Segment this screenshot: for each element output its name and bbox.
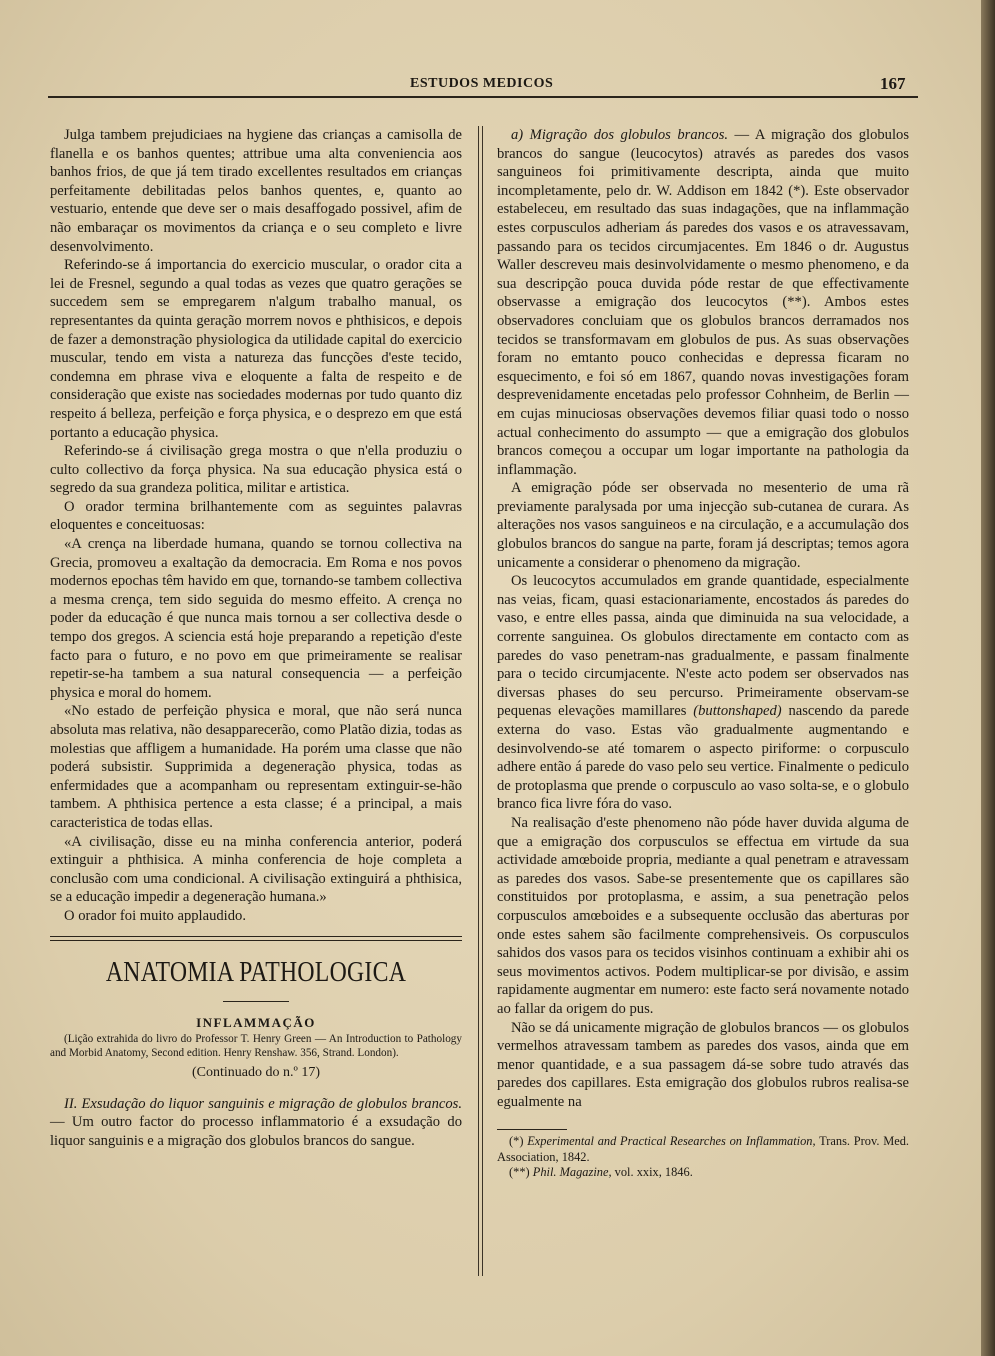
running-head: ESTUDOS MEDICOS bbox=[410, 76, 554, 91]
paragraph bbox=[497, 126, 909, 479]
paragraph-text: — A migração dos globulos brancos do sangue (leucocytos) através as paredes dos vasos sanguineos foi primitivamente descripta, ainda que muito incompletamente, pelo dr. W. Addison em 1842 (*). Este observador estabeleceu, em resultado das suas indagações, que na inflammação estes corpusculos adheriam ás paredes dos vasos e os atravessavam, passando para os tecidos circumjacentes. Em 1846 o dr. Augustus Waller descreveu mais desinvolvidamente o mesmo phenomeno, e da sua descripção pouca duvida póde restar de que effectivamente observasse a emigração dos leucocytos (**). Ambos estes observadores concluiam que os globulos brancos derramados nos tecidos se transformavam em globulos de pus. As suas observações foram no emtanto pouco conhecidas e depressa ficaram no esquecimento, e foi só em 1867, quando novas investigações foram desprevenidamente encetadas pelo professor Cohnheim, de Berlin — em cujas minuciosas observações devemos filiar quasi todo o nosso actual conhecimento do assumpto — que a emigração dos globulos brancos começou a occupar um logar importante na pathologia da inflammação. bbox=[497, 127, 909, 478]
right-column bbox=[497, 126, 909, 1181]
quotation-paragraph: «No estado de perfeição physica e moral, que não será nunca absoluta mas relativa, não desapparecerão, como Platão dizia, todas as molestias que affligem a humanidade. Ha porém uma classe que não poderá subsistir. Supprimida a degeneração physica, todas as enfermidades que a acompanham ou representam extinguir-se-hão tambem. A phthisica pertence a esta classe; é a principal, a mais caracteristica de todas ellas. bbox=[50, 703, 462, 831]
page-edge-shadow bbox=[981, 0, 995, 1356]
footnote-mark: (*) bbox=[509, 1134, 528, 1149]
paragraph: Na realisação d'este phenomeno não póde haver duvida alguma de que a emigração dos corpusculos se effectua em virtude da sua actividade amœboide propria, mediante a qual penetram e atravessam as paredes dos vasos. Sabe-se presentemente que os capillares são constituidos por protoplasma, e assim, a sua penetração pelos corpusculos amœboides e a subsequente occlusão das aberturas por onde estes sahem são facilmente comprehensiveis. Os corpusculos sahidos dos vasos para os tecidos visinhos continuam a exhibir ahi os seus movimentos activos. Podem multiplicar-se por divisão, e assim rapidamente augmentar em numero: este facto será novamente notado ao fallar da origem do pus. bbox=[497, 814, 909, 1017]
subsection-paragraph bbox=[50, 1095, 462, 1151]
section-title: ANATOMIA PATHOLOGICA bbox=[105, 955, 407, 988]
quotation-paragraph: «A crença na liberdade humana, quando se tornou collectiva na Grecia, promoveu a exaltação da democracia. Em Roma e nos povos modernos epochas têm havido em que, tornando-se tambem collectiva a mesma crença, tem sido seguida do mesmo effeito. A crença no poder da educação é que nunca mais tornou a ser collectiva desde o tempo dos gregos. A sciencia está hoje preparando a repetição d'este facto para o futuro, e no povo em que primeiramente se realisar repetir-se-ha tambem a sua natural consequencia — a perfeição physica e moral do homem. bbox=[50, 536, 462, 701]
title-rule bbox=[223, 1001, 289, 1002]
paragraph-text: nascendo da parede externa do vaso. Estas vão gradualmente augmentando e desinvolvendo-se até tomarem o aspecto piriforme: o corpusculo adhere então á parede do vaso pelo seu vertice. Finalmente o pediculo de protoplasma que prende o corpusculo ao vaso solta-se, e o globulo branco fica livre fóra do vaso. bbox=[497, 703, 909, 813]
continued-note: (Continuado do n.º 17) bbox=[192, 1065, 320, 1081]
subsection-heading: II. Exsudação do liquor sanguinis e migração de globulos brancos. bbox=[64, 1095, 462, 1112]
footnote-text: vol. xxix, 1846. bbox=[611, 1165, 693, 1180]
paragraph: Não se dá unicamente migração de globulos brancos — os globulos vermelhos atravessam tambem as paredes dos vasos, ainda que em menor quantidade, e a sua passagem dá-se sobre tudo através das paredes dos capillares. Esta emigração dos globulos rubros realisa-se egualmente na bbox=[497, 1019, 909, 1110]
paragraph: O orador termina brilhantemente com as seguintes palavras eloquentes e conceituosas: bbox=[50, 498, 462, 534]
footnote bbox=[497, 1134, 909, 1165]
page-number: 167 bbox=[880, 74, 906, 93]
paragraph-text: Os leucocytos accumulados em grande quantidade, especialmente nas veias, ficam, quasi estacionariamente, encostados ás paredes do vaso, e entre elles passa, ainda que diminuida na sua velocidade, a corrente sanguinea. Os globulos directamente em contacto com as paredes do vaso penetram-nas gradualmente, e passam finalmente para o tecido circumjacente. N'este acto podem ser observados nas diversas phases do seu percurso. Primeiramente observam-se pequenas elevações mamillares bbox=[497, 573, 909, 720]
paragraph: Referindo-se á civilisação grega mostra o que n'ella produziu o culto collectivo da força physica. Na sua educação physica está o segredo da sua grandeza politica, militar e artistica. bbox=[50, 443, 462, 497]
column-divider bbox=[478, 126, 483, 1276]
left-column bbox=[50, 126, 462, 1151]
paragraph: O orador foi muito applaudido. bbox=[64, 907, 246, 924]
header-rule bbox=[48, 96, 918, 98]
footnotes bbox=[497, 1134, 909, 1181]
section-divider bbox=[50, 936, 462, 941]
source-note: (Lição extrahida do livro do Professor T. Henry Green — An Introduction to Pathology and Morbid Anatomy, Second edition. Henry Renshaw. 356, Strand. London). bbox=[50, 1033, 462, 1060]
paragraph: A emigração póde ser observada no mesenterio de uma rã previamente paralysada por uma injecção sub-cutanea de curara. As alterações nos vasos sanguineos e na circulação, e a accumulação dos globulos brancos do sangue na parte, foram já descriptas; temos agora unicamente a considerar o phenomeno da migração. bbox=[497, 480, 909, 571]
subsection-text: — Um outro factor do processo inflammatorio é a exsudação do liquor sanguinis e a migração dos globulos brancos do sangue. bbox=[50, 1114, 462, 1149]
subsection-heading: a) Migração dos globulos brancos. bbox=[511, 127, 729, 143]
footnote bbox=[497, 1165, 909, 1181]
paragraph bbox=[497, 572, 909, 814]
footnote-title: Phil. Magazine, bbox=[532, 1165, 612, 1180]
article-title: INFLAMMAÇÃO bbox=[196, 1014, 316, 1030]
paragraph: Referindo-se á importancia do exercicio muscular, o orador cita a lei de Fresnel, segundo a qual todas as vezes que quatro gerações se succedem sem se empregarem n'algum trabalho manual, os representantes da quinta geração morrem novos e phthisicos, e depois de fazer a demonstração physiologica da utilidade capital do exercicio muscular, tendo em vista a natureza das funcções d'este tecido, condemna em phrase viva e eloquente a falta de respeito e de consideração que existe nas sociedades modernas por tudo quanto diz respeito á belleza, perfeição e força physica, e o desprezo em que está portanto a educação physica. bbox=[50, 257, 462, 441]
footnote-title: Experimental and Practical Researches on Inflammation, bbox=[527, 1134, 816, 1149]
quotation-paragraph: «A civilisação, disse eu na minha conferencia anterior, poderá extinguir a phthisica. A minha conferencia de hoje completa a conclusão com uma condicional. A civilisação extinguirá a phthisica, se a educação impedir a degeneração humana.» bbox=[50, 833, 462, 906]
paragraph: Julga tambem prejudiciaes na hygiene das crianças a camisolla de flanella e os banhos quentes; attribue uma alta conveniencia aos banhos frios, de que já tem tirado excellentes resultados em crianças perfeitamente debilitadas pelos banhos quentes, e, quanto ao vestuario, entende que deve ser o mais desaffogado possivel, afim de não embaraçar os movimentos da criança e o seu completo e livre desenvolvimento. bbox=[50, 127, 462, 255]
italic-term: (buttonshaped) bbox=[693, 703, 782, 720]
footnote-rule bbox=[497, 1129, 567, 1130]
footnote-text: Trans. Prov. Med. Association, 1842. bbox=[497, 1134, 910, 1164]
footnote-mark: (**) bbox=[509, 1165, 533, 1180]
